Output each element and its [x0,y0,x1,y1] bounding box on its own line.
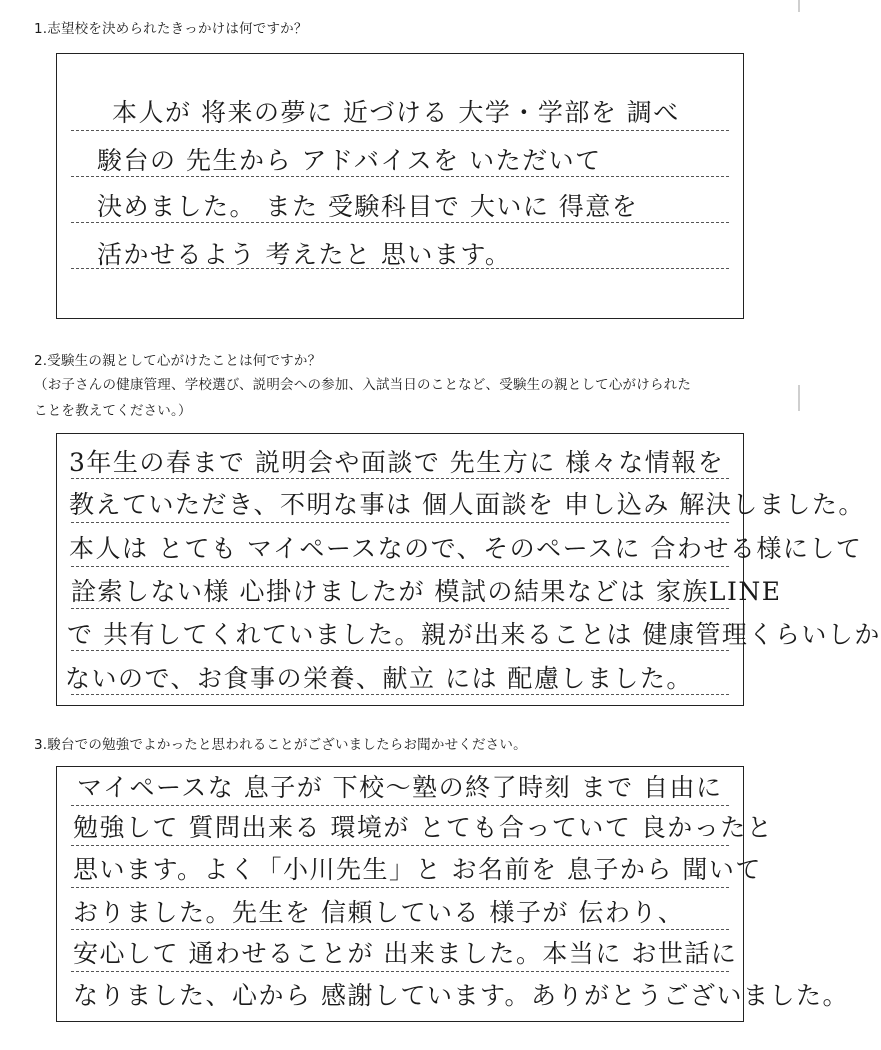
rule-line [71,566,729,567]
rule-line [71,971,729,972]
answer-box-2 [56,433,881,706]
rule-line [71,522,729,523]
rule-line [71,650,729,651]
rule-line [71,887,729,888]
answer-3-line-5: 安心して 通わせることが 出来ました。本当に お世話に [73,939,738,968]
rule-line [71,130,729,131]
rule-line [71,176,729,177]
answer-2-line-6: ないので、お食事の栄養、献立 には 配慮しました。 [65,664,693,693]
question-1: 1.志望校を決められたきっかけは何ですか？ [34,21,308,37]
answer-2-line-5: で 共有してくれていました。親が出来ることは 健康管理くらいしか [67,620,881,649]
answer-2-line-4: 詮索しない様 心掛けましたが 模試の結果などは 家族LINE [71,577,782,606]
question-2-note-line-1: （お子さんの健康管理、学校選び、説明会への参加、入試当日のことなど、受験生の親として心がけられた [34,377,692,393]
answer-box-3 [56,766,849,1022]
answer-3-line-6: なりました、心から 感謝しています。ありがとうございました。 [73,981,849,1010]
answer-1-line-3: 決めました。 また 受験科目で 大いに 得意を [97,192,639,221]
answer-2-line-1: 3年生の春まで 説明会や面談で 先生方に 様々な情報を [69,448,725,477]
answer-2-line-2: 教えていただき、不明な事は 個人面談を 申し込み 解決しました。 [69,490,865,519]
answer-box-1 [56,53,744,319]
answer-3-line-4: おりました。先生を 信頼している 様子が 伝わり、 [73,898,685,927]
scan-edge-mark [798,385,800,411]
answer-3-line-3: 思います。よく「小川先生」と お名前を 息子から 聞いて [73,855,762,884]
rule-line [71,805,729,806]
question-3: 3.駿台での勉強でよかったと思われることがございましたらお聞かせください。 [34,737,527,753]
question-2: 2.受験生の親として心がけたことは何ですか？ [34,353,322,369]
answer-1-line-1: 本人が 将来の夢に 近づける 大学・学部を 調べ [112,98,680,127]
scan-edge-mark [798,0,800,12]
rule-line [71,694,729,695]
rule-line [71,222,729,223]
question-2-note-line-2: ことを教えてください。） [34,403,192,419]
rule-line [71,268,729,269]
answer-2-line-3: 本人は とても マイペースなので、そのペースに 合わせる様にして [69,534,863,563]
rule-line [71,608,729,609]
answer-1-line-2: 駿台の 先生から アドバイスを いただいて [97,146,602,175]
answer-3-line-2: 勉強して 質問出来る 環境が とても合っていて 良かったと [73,813,774,842]
rule-line [71,478,729,479]
rule-line [71,929,729,930]
answer-3-line-1: マイペースな 息子が 下校～塾の終了時刻 まで 自由に [77,773,723,802]
rule-line [71,845,729,846]
answer-1-line-4: 活かせるよう 考えたと 思います。 [97,240,512,269]
